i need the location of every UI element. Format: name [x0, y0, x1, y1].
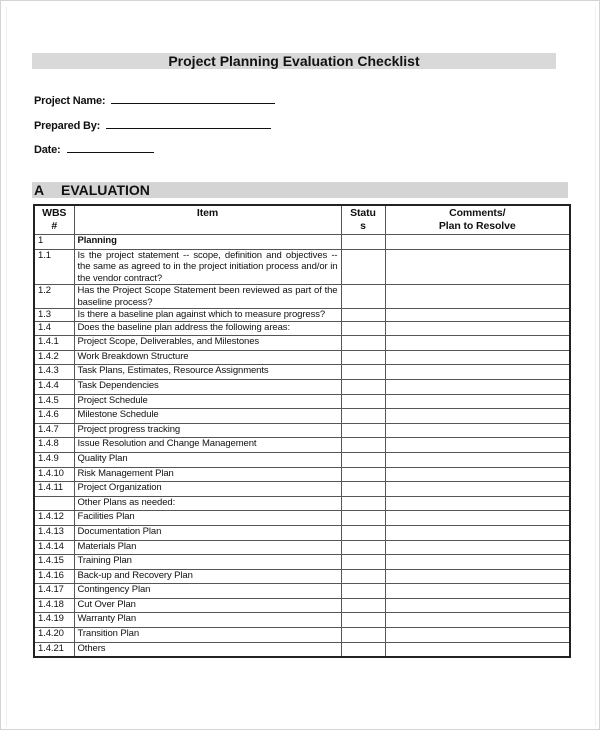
comments-cell[interactable]: [385, 379, 570, 394]
comments-cell[interactable]: [385, 350, 570, 365]
table-row: [34, 540, 570, 555]
table-row: [34, 496, 570, 511]
comments-cell[interactable]: [385, 467, 570, 482]
wbs-cell: 1: [34, 235, 74, 250]
status-cell[interactable]: [341, 423, 385, 438]
comments-cell[interactable]: [385, 569, 570, 584]
wbs-cell: 1.4.5: [34, 394, 74, 409]
wbs-cell: 1.2: [34, 285, 74, 309]
comments-cell[interactable]: [385, 235, 570, 250]
table-row: [34, 235, 570, 250]
wbs-cell: 1.4.14: [34, 540, 74, 555]
status-cell[interactable]: [341, 598, 385, 613]
comments-cell[interactable]: [385, 598, 570, 613]
item-cell: Planning: [74, 235, 341, 250]
item-cell: Quality Plan: [74, 452, 341, 467]
table-row: [34, 555, 570, 570]
table-row: [34, 249, 570, 285]
item-cell: Issue Resolution and Change Management: [74, 438, 341, 453]
wbs-cell: 1.4: [34, 321, 74, 336]
table-row: [34, 511, 570, 526]
wbs-cell: 1.1: [34, 249, 74, 285]
wbs-cell: 1.4.10: [34, 467, 74, 482]
table-row: [34, 525, 570, 540]
table-row: [34, 409, 570, 424]
status-cell[interactable]: [341, 336, 385, 351]
item-cell: Others: [74, 642, 341, 657]
status-cell[interactable]: [341, 540, 385, 555]
item-cell: Warranty Plan: [74, 613, 341, 628]
table-row: [34, 365, 570, 380]
wbs-cell: 1.4.16: [34, 569, 74, 584]
comments-cell[interactable]: [385, 423, 570, 438]
item-cell: Risk Management Plan: [74, 467, 341, 482]
wbs-cell: 1.4.4: [34, 379, 74, 394]
status-cell[interactable]: [341, 482, 385, 497]
table-row: [34, 482, 570, 497]
comments-cell[interactable]: [385, 642, 570, 657]
comments-cell[interactable]: [385, 438, 570, 453]
item-cell: Back-up and Recovery Plan: [74, 569, 341, 584]
item-cell: Does the baseline plan address the following areas:: [74, 321, 341, 336]
item-cell: Project progress tracking: [74, 423, 341, 438]
table-row: [34, 336, 570, 351]
project-name-label: Project Name:: [34, 95, 106, 107]
status-cell[interactable]: [341, 350, 385, 365]
item-cell: Materials Plan: [74, 540, 341, 555]
section-letter: A: [34, 182, 45, 198]
comments-cell[interactable]: [385, 365, 570, 380]
prepared-by-input-line[interactable]: [106, 118, 271, 129]
item-cell: Project Organization: [74, 482, 341, 497]
comments-cell[interactable]: [385, 555, 570, 570]
item-cell: Other Plans as needed:: [74, 496, 341, 511]
item-cell: Project Scope, Deliverables, and Milestones: [74, 336, 341, 351]
comments-cell[interactable]: [385, 613, 570, 628]
status-cell[interactable]: [341, 321, 385, 336]
wbs-cell: 1.4.20: [34, 628, 74, 643]
item-cell: Has the Project Scope Statement been reviewed as part of the baseline process?: [74, 285, 341, 309]
status-cell[interactable]: [341, 394, 385, 409]
comments-cell[interactable]: [385, 409, 570, 424]
table-row: [34, 452, 570, 467]
item-cell: Milestone Schedule: [74, 409, 341, 424]
wbs-cell: 1.4.12: [34, 511, 74, 526]
item-cell: Is there a baseline plan against which to measure progress?: [74, 309, 341, 322]
table-row: [34, 423, 570, 438]
wbs-cell: 1.4.7: [34, 423, 74, 438]
status-cell[interactable]: [341, 525, 385, 540]
table-row: [34, 394, 570, 409]
evaluation-table: [33, 204, 571, 658]
table-row: [34, 309, 570, 322]
prepared-by-label: Prepared By:: [34, 120, 101, 132]
wbs-cell: 1.4.21: [34, 642, 74, 657]
item-cell: Cut Over Plan: [74, 598, 341, 613]
comments-cell[interactable]: [385, 321, 570, 336]
document-title: Project Planning Evaluation Checklist: [32, 53, 556, 69]
comments-cell[interactable]: [385, 628, 570, 643]
status-cell[interactable]: [341, 309, 385, 322]
status-cell[interactable]: [341, 511, 385, 526]
status-cell[interactable]: [341, 285, 385, 309]
status-cell[interactable]: [341, 438, 385, 453]
header-wbs: WBS #: [34, 205, 74, 235]
item-cell: Documentation Plan: [74, 525, 341, 540]
header-item: Item: [74, 205, 341, 235]
wbs-cell: 1.4.13: [34, 525, 74, 540]
date-label: Date:: [34, 144, 61, 156]
table-row: [34, 628, 570, 643]
status-cell[interactable]: [341, 555, 385, 570]
header-status: Status: [341, 205, 385, 235]
table-header-row: [34, 205, 570, 235]
item-cell: Work Breakdown Structure: [74, 350, 341, 365]
wbs-cell: 1.4.15: [34, 555, 74, 570]
table-row: [34, 613, 570, 628]
status-cell[interactable]: [341, 365, 385, 380]
comments-cell[interactable]: [385, 482, 570, 497]
item-cell: Task Dependencies: [74, 379, 341, 394]
table-row: [34, 642, 570, 657]
item-cell: Transition Plan: [74, 628, 341, 643]
comments-cell[interactable]: [385, 394, 570, 409]
wbs-cell: [34, 496, 74, 511]
comments-cell[interactable]: [385, 285, 570, 309]
project-name-field: [34, 93, 275, 108]
status-cell[interactable]: [341, 409, 385, 424]
table-row: [34, 285, 570, 309]
status-cell[interactable]: [341, 235, 385, 250]
wbs-cell: 1.4.17: [34, 584, 74, 599]
comments-cell[interactable]: [385, 496, 570, 511]
comments-cell[interactable]: [385, 584, 570, 599]
item-cell: Is the project statement -- scope, definition and objectives -- the same as agreed to in the project initiation process and/or in the vendor contract?: [74, 249, 341, 285]
table-row: [34, 467, 570, 482]
comments-cell[interactable]: [385, 336, 570, 351]
status-cell[interactable]: [341, 628, 385, 643]
wbs-cell: 1.4.2: [34, 350, 74, 365]
item-cell: Contingency Plan: [74, 584, 341, 599]
table-row: [34, 598, 570, 613]
item-cell: Project Schedule: [74, 394, 341, 409]
table-row: [34, 379, 570, 394]
status-cell[interactable]: [341, 467, 385, 482]
prepared-by-field: [34, 118, 271, 133]
table-row: [34, 321, 570, 336]
table-row: [34, 584, 570, 599]
table-row: [34, 350, 570, 365]
wbs-cell: 1.4.6: [34, 409, 74, 424]
wbs-cell: 1.4.11: [34, 482, 74, 497]
item-cell: Training Plan: [74, 555, 341, 570]
section-heading: [32, 182, 568, 198]
wbs-cell: 1.4.18: [34, 598, 74, 613]
wbs-cell: 1.4.9: [34, 452, 74, 467]
comments-cell[interactable]: [385, 525, 570, 540]
table-row: [34, 438, 570, 453]
status-cell[interactable]: [341, 584, 385, 599]
status-cell[interactable]: [341, 452, 385, 467]
date-input-line[interactable]: [67, 142, 154, 153]
status-cell[interactable]: [341, 642, 385, 657]
wbs-cell: 1.4.1: [34, 336, 74, 351]
item-cell: Task Plans, Estimates, Resource Assignments: [74, 365, 341, 380]
comments-cell[interactable]: [385, 309, 570, 322]
date-field: [34, 142, 154, 157]
wbs-cell: 1.4.19: [34, 613, 74, 628]
project-name-input-line[interactable]: [111, 93, 275, 104]
status-cell[interactable]: [341, 379, 385, 394]
section-name: EVALUATION: [61, 182, 150, 198]
header-comments: Comments/ Plan to Resolve: [385, 205, 570, 235]
status-cell[interactable]: [341, 613, 385, 628]
comments-cell[interactable]: [385, 452, 570, 467]
comments-cell[interactable]: [385, 540, 570, 555]
wbs-cell: 1.4.8: [34, 438, 74, 453]
wbs-cell: 1.3: [34, 309, 74, 322]
comments-cell[interactable]: [385, 249, 570, 285]
status-cell[interactable]: [341, 496, 385, 511]
status-cell[interactable]: [341, 569, 385, 584]
comments-cell[interactable]: [385, 511, 570, 526]
wbs-cell: 1.4.3: [34, 365, 74, 380]
item-cell: Facilities Plan: [74, 511, 341, 526]
status-cell[interactable]: [341, 249, 385, 285]
table-row: [34, 569, 570, 584]
